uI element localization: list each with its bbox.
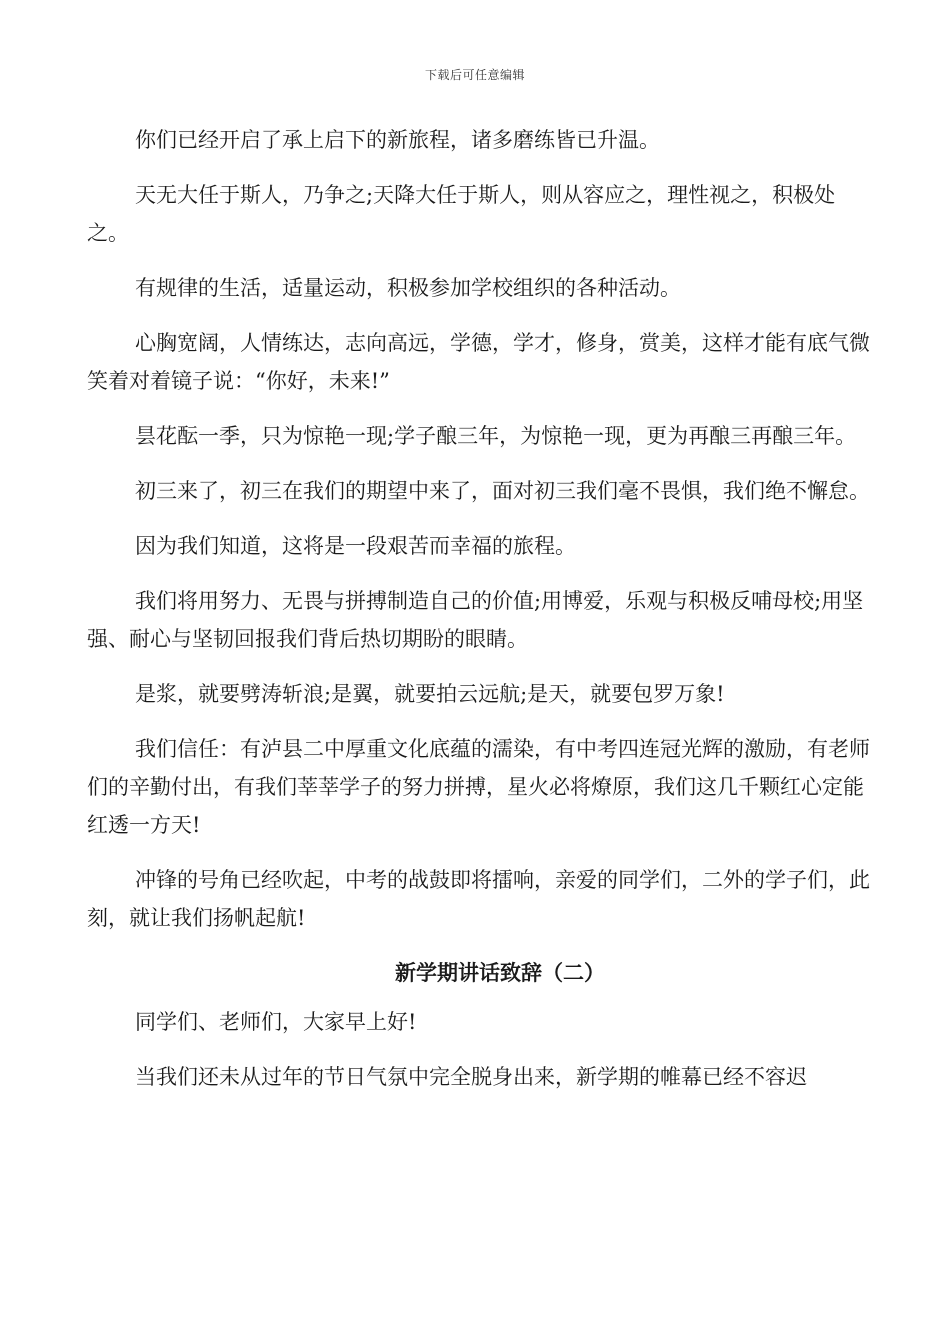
paragraph: 初三来了，初三在我们的期望中来了，面对初三我们毫不畏惧，我们绝不懈怠。: [135, 479, 870, 503]
paragraph: 冲锋的号角已经吹起，中考的战鼓即将擂响，亲爱的同学们，二外的学子们，此刻，就让我们扬帆起航!: [87, 868, 870, 930]
paragraph: 同学们、老师们，大家早上好!: [135, 1010, 417, 1034]
paragraph: 有规律的生活，适量运动，积极参加学校组织的各种活动。: [135, 276, 681, 300]
section-title: 新学期讲话致辞（二）: [395, 960, 605, 985]
document-body: [87, 121, 873, 1113]
paragraph: 天无大任于斯人，乃争之;天降大任于斯人，则从容应之，理性视之，积极处之。: [87, 183, 836, 245]
paragraph: 是浆，就要劈涛斩浪;是翼，就要拍云远航;是天，就要包罗万象!: [135, 682, 725, 706]
paragraph: 昙花酝一季，只为惊艳一现;学子酿三年，为惊艳一现，更为再酿三再酿三年。: [135, 424, 857, 448]
paragraph: 你们已经开启了承上启下的新旅程，诸多磨练皆已升温。: [135, 128, 660, 152]
paragraph: 我们将用努力、无畏与拼搏制造自己的价值;用博爱，乐观与积极反哺母校;用坚强、耐心与坚韧回报我们背后热切期盼的眼睛。: [87, 589, 864, 651]
paragraph: 当我们还未从过年的节日气氛中完全脱身出来，新学期的帷幕已经不容迟: [135, 1065, 807, 1089]
paragraph: 我们信任：有泸县二中厚重文化底蕴的濡染，有中考四连冠光辉的激励，有老师们的辛勤付出，有我们莘莘学子的努力拼搏，星火必将燎原，我们这几千颗红心定能红透一方天!: [87, 737, 870, 837]
paragraph: 心胸宽阔，人情练达，志向高远，学德，学才，修身，赏美，这样才能有底气微笑着对着镜子说：“你好，未来!”: [87, 331, 870, 393]
header-note: 下载后可任意编辑: [424, 68, 525, 82]
paragraph: 因为我们知道，这将是一段艰苦而幸福的旅程。: [135, 534, 576, 558]
